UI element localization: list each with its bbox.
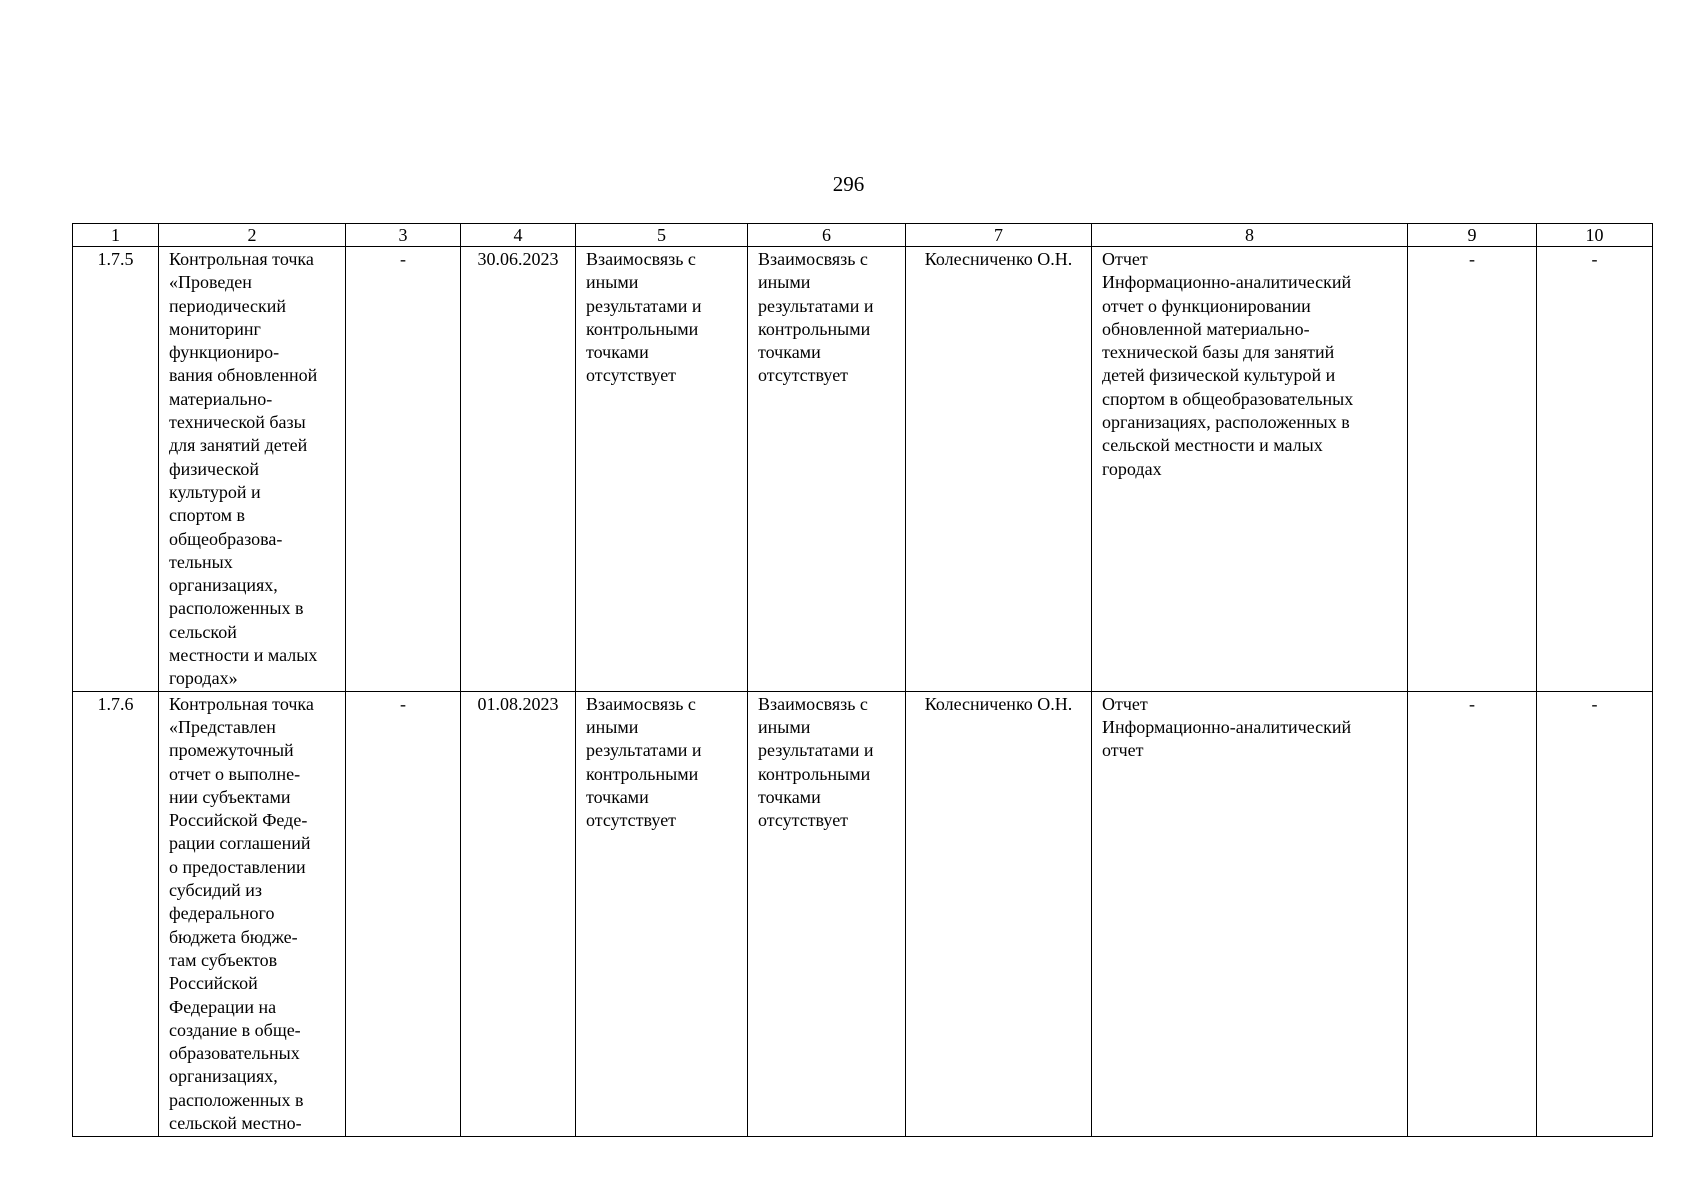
column-header: 9 [1408,224,1537,247]
text-line: организациях, расположенных в [1102,412,1350,433]
text-line: промежуточный [169,740,294,761]
text-line: бюджета бюдже- [169,926,298,947]
text-line: отсутствует [758,365,849,386]
text-line: иными [758,716,811,737]
text-line: спортом в общеобразовательных [1102,388,1354,409]
text-line: физической [169,458,259,479]
page-number: 296 [832,172,865,196]
text-line: отсутствует [758,810,849,831]
text-line: контрольными [758,318,871,339]
dash-cell: - [346,247,461,692]
control-point-name-cell [159,247,346,692]
text-line: нии субъектами [169,786,291,807]
column-header: 2 [159,224,346,247]
dash-cell: - [346,691,461,1136]
column-header: 4 [461,224,576,247]
text-line: рации соглашений [169,833,311,854]
text-line: результатами и [586,740,702,761]
text-line: субсидий из [169,880,262,901]
text-line: Контрольная точка [169,693,314,714]
text-line: мониторинг [169,318,261,339]
text-line: Взаимосвязь с [586,249,696,269]
relationship-cell [576,691,748,1136]
text-line: результатами и [758,740,874,761]
text-line: отчет о функционировании [1102,295,1311,316]
text-line: обновленной материально- [1102,318,1310,339]
column-header: 5 [576,224,748,247]
text-line: сельской [169,621,237,642]
text-line: расположенных в [169,1089,304,1110]
dash-cell: - [1537,247,1653,692]
text-line: отчет о выполне- [169,763,301,784]
column-header: 8 [1092,224,1408,247]
text-line: точками [758,786,821,807]
column-header: 10 [1537,224,1653,247]
text-line: «Проведен [169,272,252,293]
text-line: создание в обще- [169,1019,301,1040]
text-line: Российской [169,973,258,994]
table-row [73,691,1653,1136]
text-line: о предоставлении [169,856,306,877]
text-line: детей физической культурой и [1102,365,1336,386]
dash-cell: - [1537,691,1653,1136]
text-line: образовательных [169,1043,300,1064]
text-line: Федерации на [169,996,277,1017]
text-line: для занятий детей [169,435,308,456]
control-point-name-cell [159,691,346,1136]
column-number-header-row [73,224,1653,247]
date-cell: 30.06.2023 [461,247,576,692]
control-points-table [72,223,1653,1137]
relationship-cell [748,691,906,1136]
text-line: городах» [169,668,238,689]
text-line: Российской Феде- [169,810,308,831]
text-line: иными [586,716,639,737]
text-line: сельской местности и малых [1102,435,1323,456]
text-line: функциониро- [169,342,280,363]
responsible-cell: Колесниченко О.Н. [906,247,1092,692]
item-number-cell: 1.7.6 [73,691,159,1136]
text-line: результатами и [758,295,874,316]
dash-cell: - [1408,247,1537,692]
text-line: материально- [169,388,273,409]
table-row [73,247,1653,692]
relationship-cell [576,247,748,692]
text-line: «Представлен [169,716,276,737]
text-line: тельных [169,551,233,572]
text-line: Взаимосвязь с [758,249,868,269]
text-line: расположенных в [169,598,304,619]
text-line: общеобразова- [169,528,283,549]
relationship-cell [748,247,906,692]
column-header: 3 [346,224,461,247]
text-line: контрольными [758,763,871,784]
text-line: федерального [169,903,275,924]
text-line: периодический [169,295,287,316]
text-line: отсутствует [586,365,677,386]
text-line: вания обновленной [169,365,318,386]
column-header: 6 [748,224,906,247]
text-line: иными [586,272,639,293]
text-line: Отчет [1102,249,1148,269]
item-number-cell: 1.7.5 [73,247,159,692]
dash-cell: - [1408,691,1537,1136]
text-line: точками [758,342,821,363]
text-line: Контрольная точка [169,249,314,269]
text-line: Информационно-аналитический [1102,272,1352,293]
text-line: Информационно-аналитический [1102,716,1352,737]
date-cell: 01.08.2023 [461,691,576,1136]
text-line: результатами и [586,295,702,316]
text-line: точками [586,342,649,363]
text-line: культурой и [169,481,261,502]
text-line: отчет [1102,740,1144,761]
report-cell [1092,247,1408,692]
text-line: технической базы для занятий [1102,342,1335,363]
text-line: там субъектов [169,949,278,970]
column-header: 1 [73,224,159,247]
responsible-cell: Колесниченко О.Н. [906,691,1092,1136]
text-line: иными [758,272,811,293]
report-cell [1092,691,1408,1136]
text-line: спортом в [169,505,246,526]
text-line: сельской местно- [169,1112,302,1133]
column-header: 7 [906,224,1092,247]
text-line: Взаимосвязь с [586,693,696,714]
text-line: технической базы [169,412,306,433]
text-line: Взаимосвязь с [758,693,868,714]
text-line: точками [586,786,649,807]
text-line: контрольными [586,763,699,784]
text-line: городах [1102,458,1162,479]
text-line: местности и малых [169,645,318,666]
text-line: организациях, [169,575,278,596]
text-line: организациях, [169,1066,278,1087]
text-line: отсутствует [586,810,677,831]
text-line: Отчет [1102,693,1148,714]
text-line: контрольными [586,318,699,339]
